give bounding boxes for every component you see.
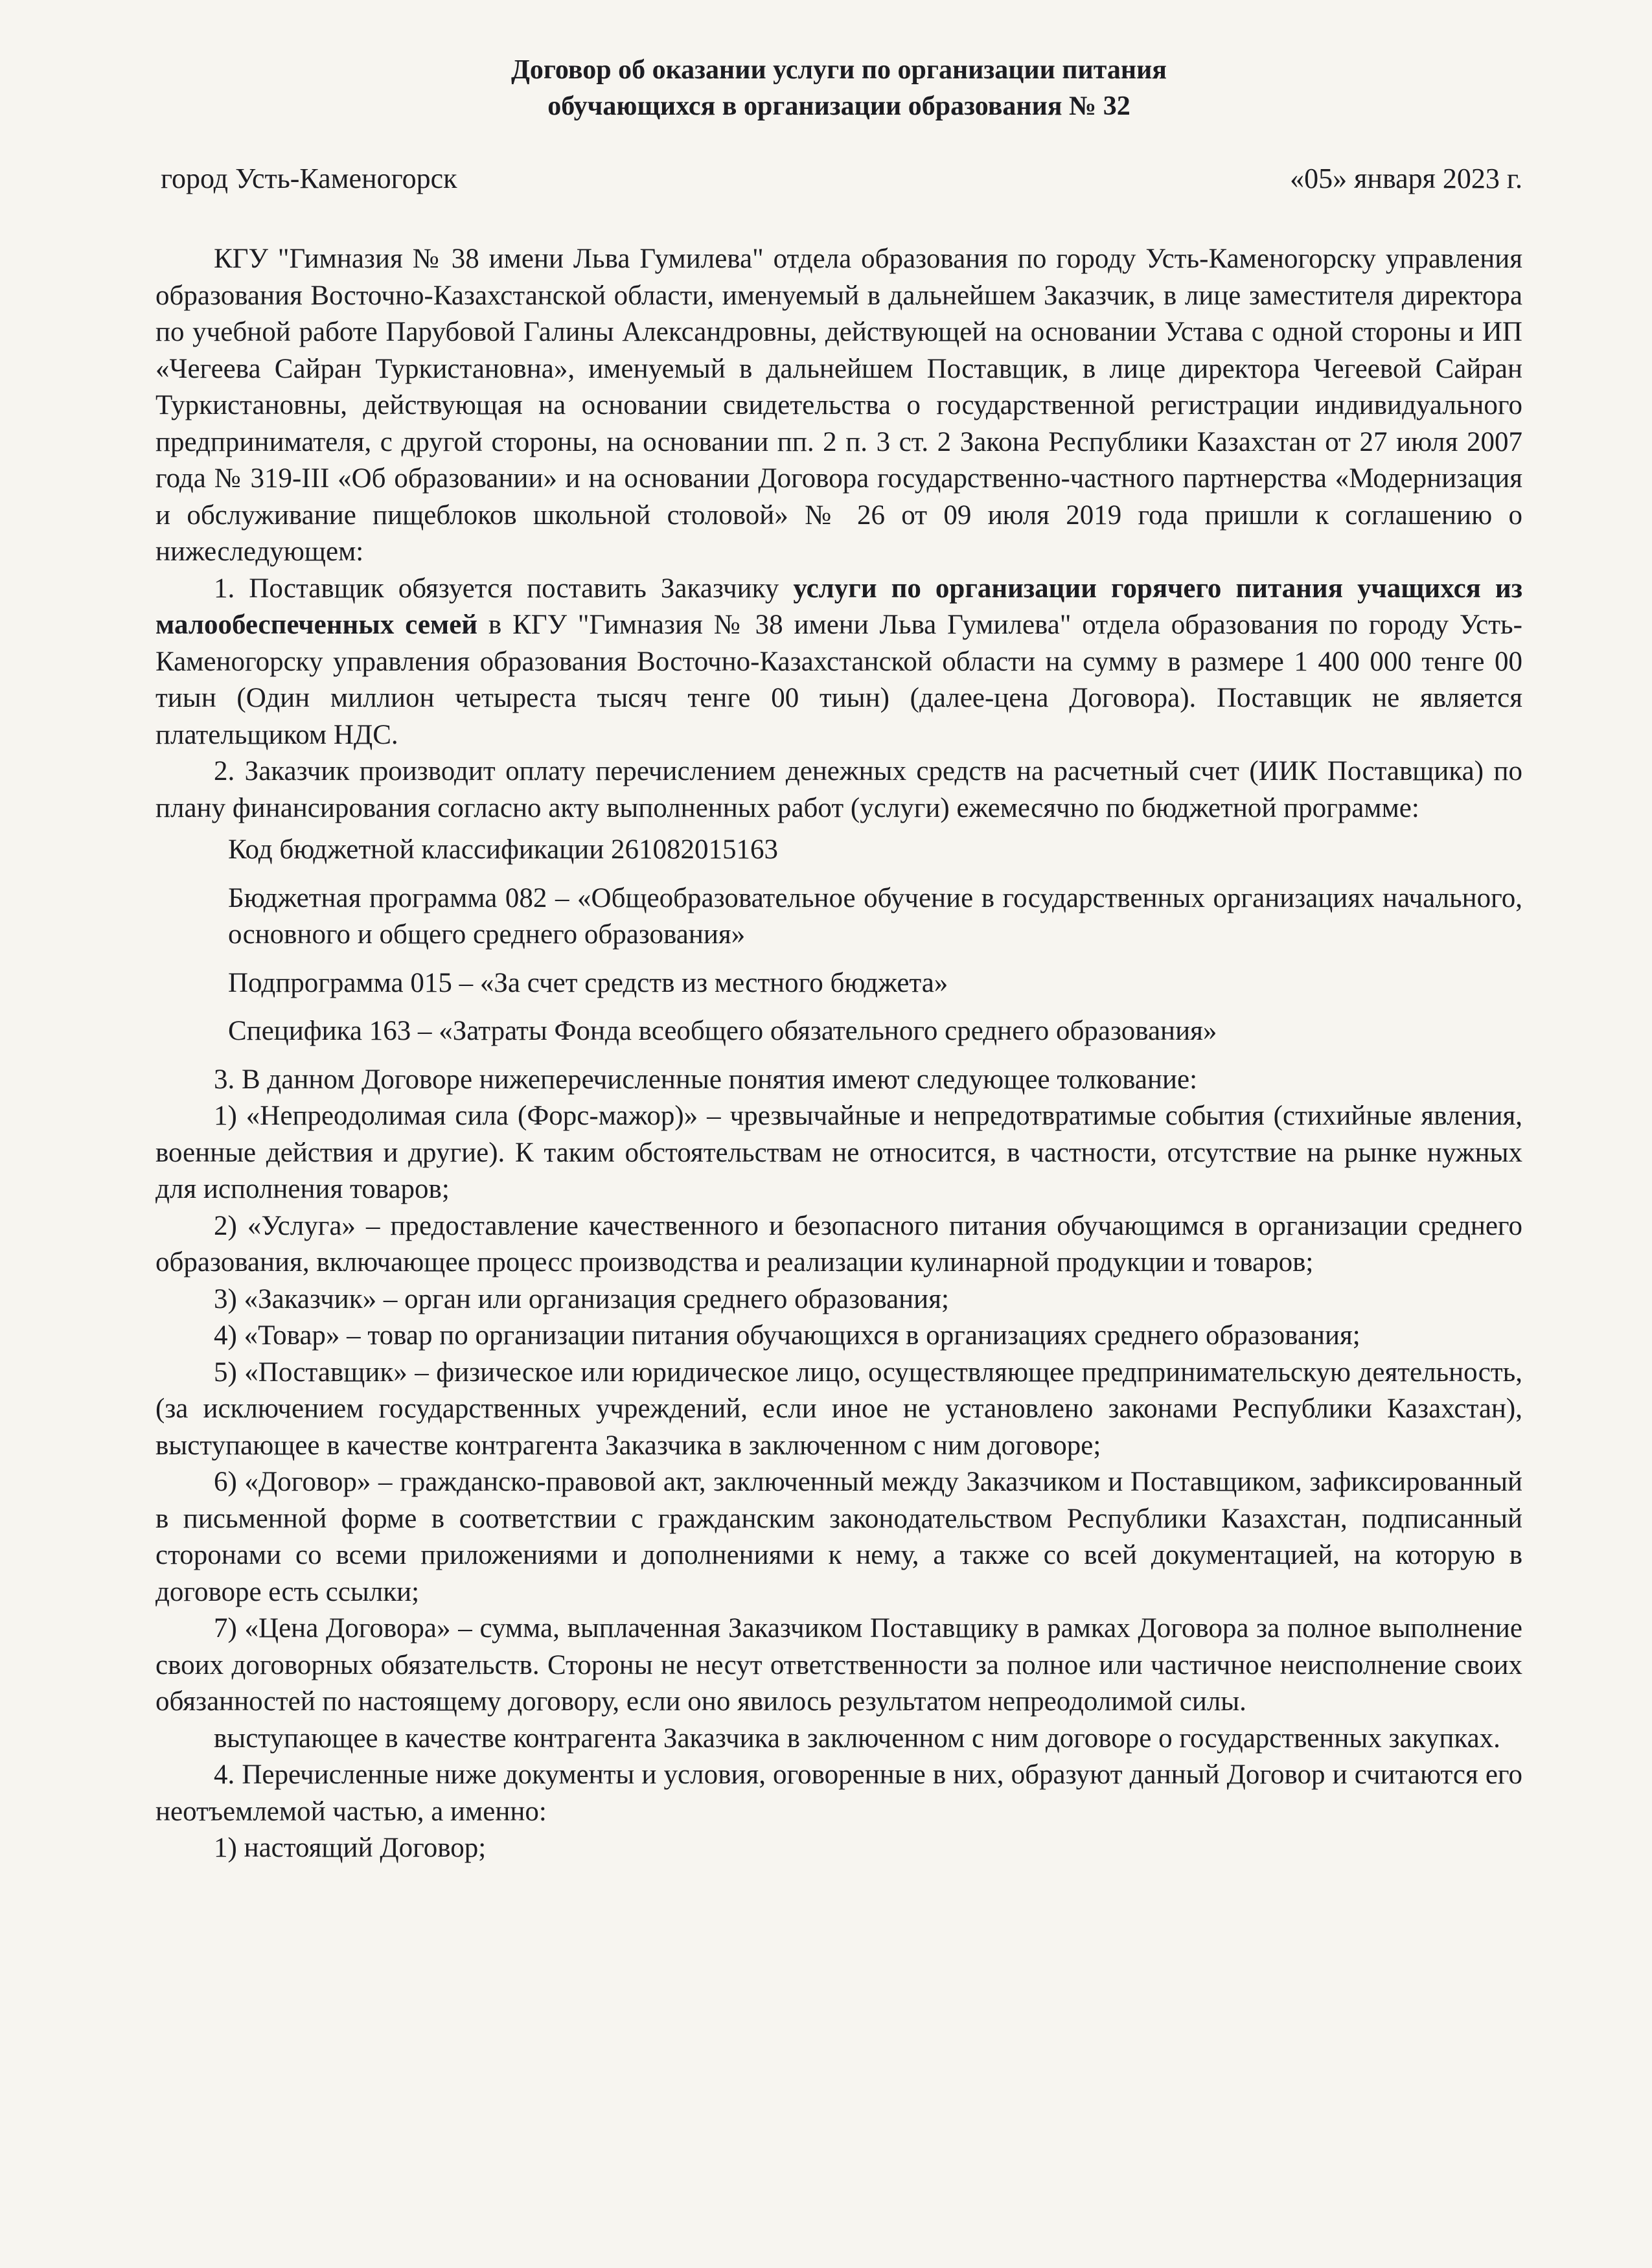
budget-subprogram: Подпрограмма 015 – «За счет средств из местного бюджета» [228, 967, 948, 998]
contract-date: «05» января 2023 г. [1290, 163, 1522, 194]
preamble-paragraph: КГУ "Гимназия № 38 имени Льва Гумилева" отдела образования по городу Усть-Каменогорску управления образования Восточно-Казахстанской области, именуемый в дальнейшем Заказчик, в лице заместителя директора по учебной работе Парубовой Галины Александровны, действующей на основании Устава с одной стороны и ИП «Чегеева Сайран Туркистановна», именуемый в дальнейшем Поставщик, в лице директора Чегеевой Сайран Туркистановны, действующая на основании свидетельства о государственной регистрации индивидуального предпринимателя, с другой стороны, на основании пп. 2 п. 3 ст. 2 Закона Республики Казахстан от 27 июля 2007 года № 319-III «Об образовании» и на основании Договора государственно-частного партнерства «Модернизация и обслуживание пищеблоков школьной столовой» № 26 от 09 июля 2019 года пришли к соглашению о нижеследующем: [155, 244, 1522, 567]
budget-specific: Специфика 163 – «Затраты Фонда всеобщего обязательного среднего образования» [228, 1016, 1217, 1046]
budget-code: Код бюджетной классификации 261082015163 [228, 834, 779, 865]
document-title [155, 52, 1522, 124]
clause-3-item: 6) «Договор» – гражданско-правовой акт, заключенный между Заказчиком и Поставщиком, зафиксированный в письменной форме в соответствии с гражданским законодательством Республики Казахстан, подписанный сторонами со всеми приложениями и дополнениями к нему, а также со всей документацией, на которую в договоре есть ссылки; [155, 1467, 1522, 1607]
place-date-row [161, 159, 1522, 198]
budget-program: Бюджетная программа 082 – «Общеобразовательное обучение в государственных организациях начального, основного и общего среднего образования» [228, 882, 1522, 950]
clause-1-prefix: 1. Поставщик обязуется поставить Заказчику [214, 573, 794, 604]
contract-place: город Усть-Каменогорск [161, 163, 457, 194]
clause-3-item: 2) «Услуга» – предоставление качественного и безопасного питания обучающимся в организации среднего образования, включающее процесс производства и реализации кулинарной продукции и товаров; [155, 1210, 1522, 1277]
clause-1-suffix: в КГУ "Гимназия № 38 имени Льва Гумилева" отдела образования по городу Усть-Каменогорску управления образования Восточно-Казахстанской области на сумму в размере 1 400 000 тенге 00 тиын (Один миллион четыреста тысяч тенге 00 тиын) (далее-цена Договора). Поставщик не является плательщиком НДС. [155, 610, 1522, 750]
clause-3-item: 5) «Поставщик» – физическое или юридическое лицо, осуществляющее предпринимательскую деятельность, (за исключением государственных учреждений, если иное не установлено законами Республики Казахстан), выступающее в качестве контрагента Заказчика в заключенном с ним договоре; [155, 1357, 1522, 1461]
clause-1-bold: услуги по организации горячего питания учащихся из малообеспеченных семей [155, 573, 1522, 640]
clause-4-item: 1) настоящий Договор; [214, 1833, 487, 1863]
clause-3-intro: 3. В данном Договоре нижеперечисленные понятия имеют следующее толкование: [214, 1064, 1198, 1095]
clause-3-item: 1) «Непреодолимая сила (Форс-мажор)» – чрезвычайные и непредотвратимые события (стихийные явления, военные действия и другие). К таким обстоятельствам не относится, в частности, отсутствие на рынке нужных для исполнения товаров; [155, 1101, 1522, 1204]
clause-3-item: 3) «Заказчик» – орган или организация среднего образования; [214, 1283, 949, 1314]
clause-2: 2. Заказчик производит оплату перечислением денежных средств на расчетный счет (ИИК Поставщика) по плану финансирования согласно акту выполненных работ (услуги) ежемесячно по бюджетной программе: [155, 756, 1522, 823]
clause-3-item: 7) «Цена Договора» – сумма, выплаченная Заказчиком Поставщику в рамках Договора за полное выполнение своих договорных обязательств. Стороны не несут ответственности за полное или частичное неисполнение своих обязанностей по настоящему договору, если оно явилось результатом непреодолимой силы. [155, 1613, 1522, 1717]
title-line-1: Договор об оказании услуги по организации питания [511, 55, 1167, 85]
clause-4-intro: 4. Перечисленные ниже документы и условия, оговоренные в них, образуют данный Договор и считаются его неотъемлемой частью, а именно: [155, 1759, 1522, 1827]
clause-3-item: выступающее в качестве контрагента Заказчика в заключенном с ним договоре о государственных закупках. [214, 1723, 1500, 1754]
document-body [155, 241, 1522, 1867]
clause-1 [155, 571, 1522, 754]
title-line-2: обучающихся в организации образования № 32 [547, 91, 1130, 121]
budget-block [155, 832, 1522, 1050]
clause-3-item: 4) «Товар» – товар по организации питания обучающихся в организациях среднего образования; [214, 1320, 1360, 1351]
